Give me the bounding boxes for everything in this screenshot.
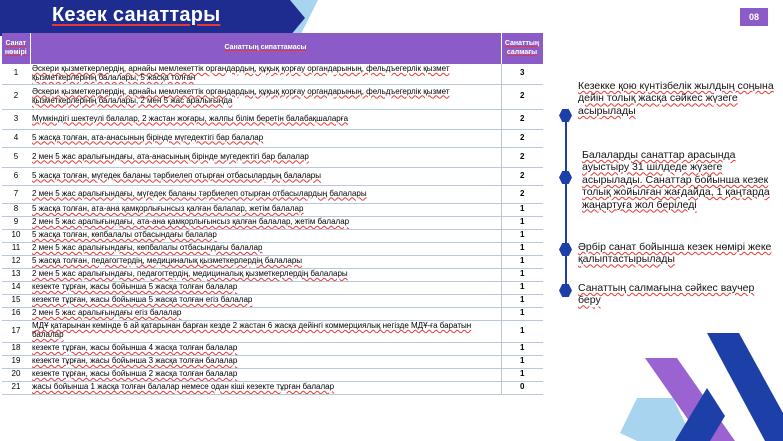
category-weight: 1 <box>501 268 543 281</box>
category-description: 5 жасқа толған, мүгедек баланы тәрбиелеп отырған отбасылардың балалары <box>30 167 501 185</box>
category-weight: 1 <box>501 242 543 255</box>
category-weight: 1 <box>501 368 543 381</box>
timeline-marker-4 <box>559 284 572 297</box>
category-description: кезекте тұрған, жасы бойынша 5 жасқа толған егіз балалар <box>30 294 501 307</box>
category-description: 2 мен 5 жас аралығындағы, мүгедек баланы тәрбиелеп отырған отбасылардың балалары <box>30 185 501 203</box>
category-weight: 0 <box>501 381 543 394</box>
category-description: 2 мен 5 жас аралығындағы, педагогтердің, медициналық қызметкерлердің балалары <box>30 268 501 281</box>
table-row <box>2 268 543 281</box>
category-description: Мүмкіндігі шектеулі балалар, 2 жастан жоғары, жалпы білім беретін балабақшаларға <box>30 109 501 129</box>
category-description: кезекте тұрған, жасы бойынша 5 жасқа толған балалар <box>30 281 501 294</box>
category-weight: 2 <box>501 84 543 109</box>
table-row <box>2 203 543 216</box>
category-number: 12 <box>2 255 30 268</box>
category-number: 10 <box>2 229 30 242</box>
category-weight: 2 <box>501 109 543 129</box>
category-description: кезекте тұрған, жасы бойынша 3 жасқа толған балалар <box>30 355 501 368</box>
table-row <box>2 294 543 307</box>
category-number: 15 <box>2 294 30 307</box>
category-number: 9 <box>2 216 30 229</box>
categories-table <box>2 33 543 395</box>
category-weight: 2 <box>501 167 543 185</box>
table-row <box>2 216 543 229</box>
category-description: 2 мен 5 жас аралығындағы, ата-ана қамқорлығынсыз қалған балалар, жетім балалар <box>30 216 501 229</box>
table-row <box>2 242 543 255</box>
table-row <box>2 64 543 84</box>
category-number: 3 <box>2 109 30 129</box>
table-row <box>2 320 543 342</box>
category-description: Әскери қызметкерлердің, арнайы мемлекеттік органдардың, құқық қорғау органдарының, фельдъегерлік қызмет қызметкерлерінің балалары, 5 жасқа толған <box>30 64 501 84</box>
category-description: 5 жасқа толған, көпбалалы отбасындағы балалар <box>30 229 501 242</box>
category-description: 5 жасқа толған, педагогтердің, медициналық қызметкерлердің балалары <box>30 255 501 268</box>
note-voucher: Санаттың салмағына сәйкес ваучер беру <box>578 282 755 307</box>
category-number: 17 <box>2 320 30 342</box>
timeline-marker-2 <box>559 171 572 184</box>
category-weight: 1 <box>501 355 543 368</box>
category-weight: 1 <box>501 203 543 216</box>
table-row <box>2 355 543 368</box>
category-description: кезекте тұрған, жасы бойынша 4 жасқа толған балалар <box>30 342 501 355</box>
decorative-logo-shapes <box>615 318 783 441</box>
col-header-number: Санат нөмірі <box>2 33 30 64</box>
table-row <box>2 109 543 129</box>
timeline-marker-1 <box>559 109 572 122</box>
category-weight: 1 <box>501 229 543 242</box>
category-weight: 2 <box>501 129 543 147</box>
category-description: 5 жасқа толған, ата-анасының бірінде мүгедектігі бар балалар <box>30 129 501 147</box>
category-weight: 3 <box>501 64 543 84</box>
timeline-line <box>565 112 567 292</box>
category-description: Әскери қызметкерлердің, арнайы мемлекеттік органдардың, құқық қорғау органдарының, фельдъегерлік қызмет қызметкерлерінің балалары, 2 мен 5 жас аралығында <box>30 84 501 109</box>
category-description: МДҰ қатарынан кемінде 6 ай қатарынан барған кезде 2 жастан 6 жасқа дейінгі коммерциялық негізде МДҰ-ға баратын балалар <box>30 320 501 342</box>
category-weight: 1 <box>501 216 543 229</box>
table-row <box>2 381 543 394</box>
category-number: 7 <box>2 185 30 203</box>
category-number: 4 <box>2 129 30 147</box>
category-weight: 2 <box>501 147 543 167</box>
note-queue-number: Әрбір санат бойынша кезек нөмірі жеке қалыптастырылады <box>578 241 772 266</box>
category-number: 18 <box>2 342 30 355</box>
category-weight: 1 <box>501 255 543 268</box>
table-row <box>2 185 543 203</box>
category-description: 5 жасқа толған, ата-ана қамқорлығынсыз қалған балалар, жетім балалар <box>30 203 501 216</box>
table-row <box>2 129 543 147</box>
table-row <box>2 342 543 355</box>
page-number-badge: 08 <box>740 8 768 26</box>
category-number: 13 <box>2 268 30 281</box>
category-number: 2 <box>2 84 30 109</box>
table-row <box>2 147 543 167</box>
category-weight: 1 <box>501 342 543 355</box>
table-row <box>2 255 543 268</box>
category-description: 2 мен 5 жас аралығындағы, көпбалалы отбасындағы балалар <box>30 242 501 255</box>
note-category-transfer: Балаларды санаттар арасында ауыстыру 31 шілдеде жүзеге асырылады. Санаттар бойынша кезек толық жойылған жағдайда, 1 қаңтарда жаңартуға жол беріледі <box>582 149 770 211</box>
category-number: 6 <box>2 167 30 185</box>
category-number: 14 <box>2 281 30 294</box>
timeline-marker-3 <box>559 243 572 256</box>
category-number: 16 <box>2 307 30 320</box>
category-weight: 1 <box>501 307 543 320</box>
category-weight: 1 <box>501 281 543 294</box>
col-header-weight: Санаттың салмағы <box>501 33 543 64</box>
table-row <box>2 368 543 381</box>
category-description: 2 мен 5 жас аралығындағы егіз балалар <box>30 307 501 320</box>
table-header-row <box>2 33 543 64</box>
col-header-description: Санаттың сипаттамасы <box>30 33 501 64</box>
page-title: Кезек санаттары <box>52 4 221 26</box>
category-weight: 2 <box>501 185 543 203</box>
category-weight: 1 <box>501 294 543 307</box>
table-row <box>2 307 543 320</box>
category-number: 11 <box>2 242 30 255</box>
table-row <box>2 84 543 109</box>
category-number: 21 <box>2 381 30 394</box>
category-number: 20 <box>2 368 30 381</box>
category-description: кезекте тұрған, жасы бойынша 2 жасқа толған балалар <box>30 368 501 381</box>
category-description: 2 мен 5 жас аралығындағы, ата-анасының бірінде мүгедектігі бар балалар <box>30 147 501 167</box>
category-number: 8 <box>2 203 30 216</box>
category-weight: 1 <box>501 320 543 342</box>
table-row <box>2 167 543 185</box>
category-number: 1 <box>2 64 30 84</box>
table-row <box>2 281 543 294</box>
table-row <box>2 229 543 242</box>
category-number: 5 <box>2 147 30 167</box>
note-queue-registration: Кезекке қою күнтізбелік жылдың соңына дейін толық жасқа сәйкес жүзеге асырылады <box>578 80 774 117</box>
category-number: 19 <box>2 355 30 368</box>
category-description: жасы бойынша 1 жасқа толған балалар немесе одан кіші кезекте тұрған балалар <box>30 381 501 394</box>
